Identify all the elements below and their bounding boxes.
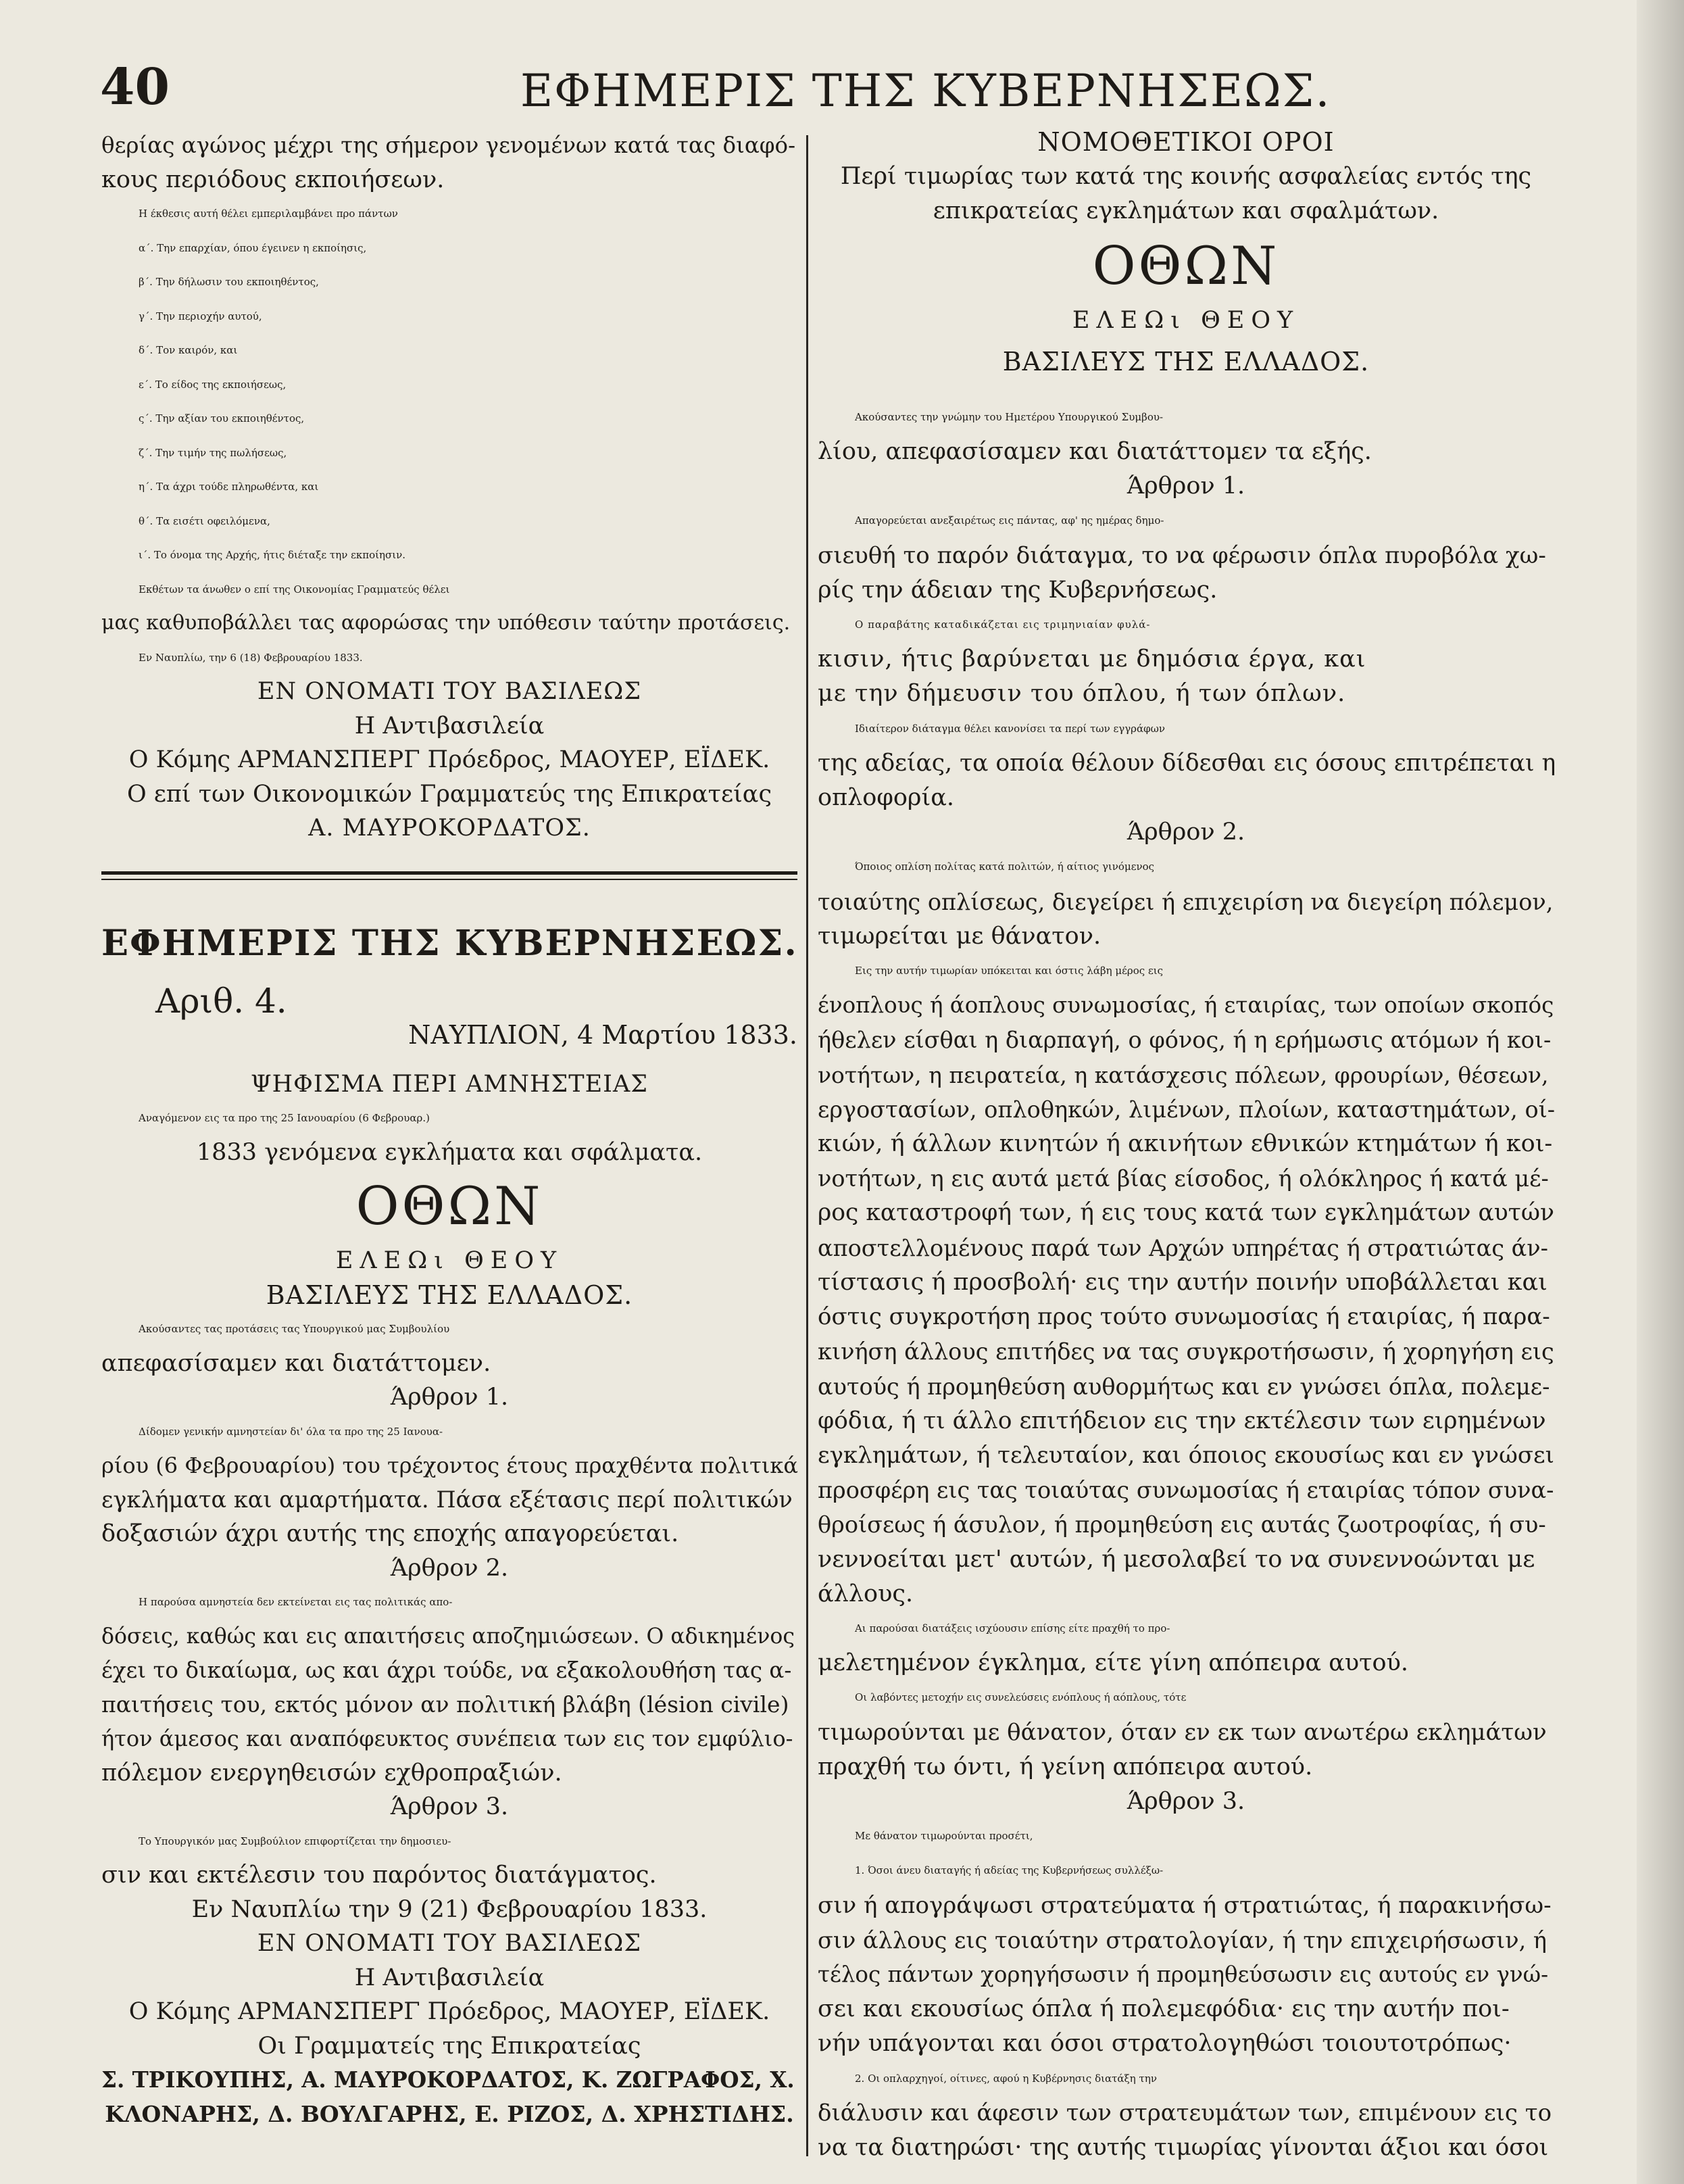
column-divider	[806, 135, 808, 2156]
text-line: τέλος πάντων χορηγήσωσιν ή προμηθεύσωσιν εις αυτούς εν γνώ-	[818, 1961, 1549, 1987]
text-line: ένοπλους ή άοπλους συνωμοσίας, ή εταιρίας, των οποίων σκοπός	[818, 992, 1554, 1019]
text-line: τοιαύτης οπλίσεως, διεγείρει ή επιχειρίση να διεγείρη πόλεμον,	[818, 888, 1554, 915]
decree-subtitle: Αναγόμενον εις τα προ της 25 Ιανουαρίου (6 Φεβρουαρ.)	[139, 1112, 430, 1124]
article-heading: Άρθρον 1.	[390, 1384, 509, 1411]
article-heading: Άρθρον 3.	[1126, 1787, 1245, 1815]
text-line: νοτήτων, η πειρατεία, η κατάσχεσις πόλεων, φρουρίων, θέσεων,	[818, 1061, 1549, 1088]
list-item: ς΄. Την αξίαν του εκποιηθέντος,	[139, 412, 305, 424]
text-line: απεφασίσαμεν και διατάττομεν.	[101, 1349, 491, 1377]
text-line: σιν άλλους εις τοιαύτην στρατολογίαν, ή την επιχειρήσωσιν, ή	[818, 1926, 1547, 1954]
text-line: εργοστασίων, οπλοθηκών, λιμένων, πλοίων, καταστημάτων, οί-	[818, 1096, 1556, 1123]
text-line: 1. Όσοι άνευ διαταγής ή αδείας της Κυβερνήσεως συλλέξω-	[855, 1864, 1164, 1877]
regency-label: Η Αντιβασιλεία	[354, 712, 545, 739]
text-line: ρίου (6 Φεβρουαρίου) του τρέχοντος έτους πραχθέντα πολιτικά	[101, 1453, 799, 1478]
text-line: σιευθή το παρόν διάταγμα, το να φέρωσιν όπλα πυροβόλα χω-	[818, 541, 1546, 569]
text-line: Εκθέτων τα άνωθεν ο επί της Οικονομίας Γραμματεύς θέλει	[139, 583, 450, 596]
page-header	[88, 53, 1453, 127]
text-line: σει και εκουσίως όπλα ή πολεμεφόδια· εις την αυτήν ποι-	[818, 1995, 1510, 2023]
list-item: ε΄. Το είδος της εκποιήσεως,	[139, 378, 287, 391]
article-heading: Άρθρον 2.	[390, 1554, 509, 1582]
text-line: Οι λαβόντες μετοχήν εις συνελεύσεις ενόπλους ή αόπλους, τότε	[855, 1691, 1187, 1704]
text-line: έχει το δικαίωμα, ως και άχρι τούδε, να εξακολουθήση τας α-	[101, 1657, 792, 1683]
issue-number: Αριθ. 4.	[155, 981, 287, 1021]
penalty-line: Ο παραβάτης καταδικάζεται εις τριμηνιαίαν φυλά-	[855, 618, 1151, 631]
text-line: παιτήσεις του, εκτός μόνον αν πολιτική βλάβη (lésion civile)	[101, 1691, 789, 1718]
text-line: μελετημένον έγκλημα, είτε γίνη απόπειρα αυτού.	[818, 1649, 1409, 1677]
text-line: θερίας αγώνος μέχρι της σήμερον γενομένων κατά τας διαφό-	[101, 132, 796, 158]
list-item: ζ΄. Την τιμήν της πωλήσεως,	[139, 446, 287, 459]
text-line: κους περιόδους εκποιήσεων.	[101, 166, 445, 193]
text-line: νοτήτων, η εις αυτά μετά βίας είσοδος, ή ολόκληρος ή κατά μέ-	[818, 1165, 1549, 1192]
masthead: ΕΦΗΜΕΡΙΣ ΤΗΣ ΚΥΒΕΡΝΗΣΕΩΣ.	[101, 922, 798, 964]
list-item: β΄. Την δήλωσιν του εκποιηθέντος,	[139, 276, 319, 288]
signers-line: Ο Κόμης ΑΡΜΑΝΣΠΕΡΓ Πρόεδρος, ΜΑΟΥΕΡ, ΕΪΔΕΚ.	[128, 1998, 770, 2025]
text-line: Δίδομεν γενικήν αμνηστείαν δι' όλα τα προ της 25 Ιανουα-	[139, 1425, 443, 1438]
text-line: μας καθυποβάλλει τας αφορώσας την υπόθεσιν ταύτην προτάσεις.	[101, 611, 791, 635]
text-line: διάλυσιν και άφεσιν των στρατευμάτων των, επιμένουν εις το	[818, 2099, 1552, 2127]
text-line: τίστασις ή προσβολή· εις την αυτήν ποινήν υποβάλλεται και	[818, 1268, 1547, 1296]
text-line: σιν ή απογράψωσι στρατεύματα ή στρατιώτας, ή παρακινήσω-	[818, 1891, 1552, 1919]
grace-of-god: ΕΛΕΩι ΘΕΟΥ	[335, 1247, 564, 1274]
regency-label: Η Αντιβασιλεία	[354, 1964, 545, 1991]
text-line: άλλους.	[818, 1580, 914, 1607]
text-line: προσφέρη εις τας τοιαύτας συνωμοσίας ή εταιρίας τόπον συνα-	[818, 1477, 1554, 1504]
text-line: εγκλημάτων, ή τελευταίον, και όποιος εκουσίως και εν γνώσει	[818, 1441, 1554, 1469]
text-line: θροίσεως ή άσυλον, ή προμηθεύση εις αυτάς ζωοτροφίας, ή συ-	[818, 1511, 1546, 1538]
grace-of-god: ΕΛΕΩι ΘΕΟΥ	[1072, 306, 1300, 334]
signers-line: Ο Κόμης ΑΡΜΑΝΣΠΕΡΓ Πρόεδρος, ΜΑΟΥΕΡ, ΕΪΔΕΚ.	[128, 746, 770, 773]
king-title: ΒΑΣΙΛΕΥΣ ΤΗΣ ΕΛΛΑΔΟΣ.	[266, 1280, 633, 1310]
text-line: ρίς την άδειαν της Κυβερνήσεως.	[818, 576, 1218, 604]
date-line: Εν Ναυπλίω την 9 (21) Φεβρουαρίου 1833.	[191, 1895, 708, 1923]
text-line: Η παρούσα αμνηστεία δεν εκτείνεται εις τας πολιτικάς απο-	[139, 1596, 453, 1608]
text-line: κιών, ή άλλων κινητών ή ακινήτων εθνικών κτημάτων ή κοι-	[818, 1130, 1553, 1158]
king-title: ΒΑΣΙΛΕΥΣ ΤΗΣ ΕΛΛΑΔΟΣ.	[1002, 346, 1370, 377]
text-line: εγκλήματα και αμαρτήματα. Πάσα εξέτασις περί πολιτικών	[101, 1486, 793, 1513]
text-line: νήν υπάγονται και όσοι στρατολογηθώσι τοιουτοτρόπως·	[818, 2030, 1512, 2058]
secretary-title: Ο επί των Οικονομικών Γραμματεύς της Επικρατείας	[126, 780, 772, 808]
text-line: Εις την αυτήν τιμωρίαν υπόκειται και όστις λάβη μέρος εις	[855, 965, 1164, 977]
text-line: ρος καταστροφή των, ή εις τους κατά των εγκλημάτων αυτών	[818, 1199, 1554, 1227]
text-line: νεννοείται μετ' αυτών, ή μεσολαβεί το να συνεννοώνται με	[818, 1545, 1535, 1573]
text-line: αυτούς ή προμηθεύση αυθορμήτως και εν γνώσει όπλα, πολεμε-	[818, 1373, 1550, 1400]
in-name-of-king: ΕΝ ΟΝΟΜΑΤΙ ΤΟΥ ΒΑΣΙΛΕΩΣ	[257, 1930, 642, 1957]
text-line: πραχθή τω όντι, ή γείνη απόπειρα αυτού.	[818, 1753, 1313, 1780]
spacer	[818, 385, 1554, 400]
running-title: ΕΦΗΜΕΡΙΣ ΤΗΣ ΚΥΒΕΡΝΗΣΕΩΣ.	[520, 65, 1331, 117]
text-line: Ακούσαντες την γνώμην του Ημετέρου Υπουργικού Συμβου-	[855, 410, 1164, 423]
text-line: Ακούσαντες τας προτάσεις τας Υπουργικού μας Συμβουλίου	[139, 1323, 450, 1335]
decree-title: ΨΗΦΙΣΜΑ ΠΕΡΙ ΑΜΝΗΣΤΕΙΑΣ	[250, 1070, 649, 1098]
text-line: πόλεμον ενεργηθεισών εχθροπραξιών.	[101, 1759, 562, 1787]
king-name: ΟΘΩΝ	[355, 1176, 543, 1237]
text-line: Όποιος οπλίση πολίτας κατά πολιτών, ή αίτιος γινόμενος	[855, 860, 1155, 873]
secretary-name: Α. ΜΑΥΡΟΚΟΡΔΑΤΟΣ.	[308, 815, 591, 842]
text-line: τιμωρείται με θάνατον.	[818, 922, 1101, 950]
text-line: φόδια, ή τι άλλο επιτήδειον εις την εκτέλεσιν των ειρημένων	[818, 1407, 1546, 1434]
list-item: θ΄. Τα εισέτι οφειλόμενα,	[139, 514, 270, 527]
secretaries-names: ΚΛΟΝΑΡΗΣ, Δ. ΒΟΥΛΓΑΡΗΣ, Ε. ΡΙΖΟΣ, Δ. ΧΡΗΣΤΙΔΗΣ.	[105, 2100, 794, 2127]
article-heading: Άρθρον 3.	[390, 1793, 509, 1820]
secretaries-title: Οι Γραμματείς της Επικρατείας	[257, 2032, 641, 2060]
spacer	[101, 1052, 797, 1067]
right-column	[818, 125, 1554, 2165]
section-rule	[101, 871, 797, 880]
page-number: 40	[100, 58, 170, 116]
text-line: δοξασιών άχρι αυτής της εποχής απαγορεύεται.	[101, 1520, 679, 1547]
list-item: δ΄. Τον καιρόν, και	[139, 344, 238, 356]
text-line: κινήση άλλους επιτήδες να τας συγκροτήσωσιν, ή χορηγήση εις	[818, 1338, 1554, 1365]
page-edge-shadow	[1637, 0, 1684, 2184]
text-line: λίου, απεφασίσαμεν και διατάττομεν τα εξής.	[818, 438, 1372, 466]
list-intro: Η έκθεσις αυτή θέλει εμπεριλαμβάνει προ πάντων	[139, 208, 398, 220]
text-line: Αι παρούσαι διατάξεις ισχύουσιν επίσης είτε πραχθή το προ-	[855, 1622, 1170, 1634]
law-subheading: Περί τιμωρίας των κατά της κοινής ασφαλείας εντός της	[840, 163, 1532, 191]
article-heading: Άρθρον 1.	[1126, 472, 1245, 500]
text-line: 2. Οι οπλαρχηγοί, οίτινες, αφού η Κυβέρνησις διατάξη την	[855, 2072, 1157, 2085]
text-line: δόσεις, καθώς και εις απαιτήσεις αποζημιώσεων. Ο αδικημένος	[101, 1624, 795, 1649]
text-line: ήθελεν είσθαι η διαρπαγή, ο φόνος, ή η ερήμωσις ατόμων ή κοι-	[818, 1027, 1552, 1054]
decree-subtitle: 1833 γενόμενα εγκλήματα και σφάλματα.	[196, 1138, 703, 1166]
penalty-line: με την δήμευσιν του όπλου, ή των όπλων.	[818, 680, 1346, 708]
in-name-of-king: ΕΝ ΟΝΟΜΑΤΙ ΤΟΥ ΒΑΣΙΛΕΩΣ	[257, 678, 642, 705]
law-heading: ΝΟΜΟΘΕΤΙΚΟΙ ΟΡΟΙ	[1037, 127, 1335, 157]
left-column	[101, 128, 797, 2131]
secretaries-names: Σ. ΤΡΙΚΟΥΠΗΣ, Α. ΜΑΥΡΟΚΟΡΔΑΤΟΣ, Κ. ΖΩΓΡΑΦΟΣ, Χ.	[101, 2066, 795, 2093]
law-subheading: επικρατείας εγκλημάτων και σφαλμάτων.	[933, 197, 1439, 225]
list-item: ι΄. Το όνομα της Αρχής, ήτις διέταξε την εκποίησιν.	[139, 549, 405, 561]
text-line: ήτον άμεσος και αναπόφευκτος συνέπεια των εις τον εμφύλιο-	[101, 1726, 793, 1751]
king-name: ΟΘΩΝ	[1092, 235, 1280, 297]
list-item: γ΄. Την περιοχήν αυτού,	[139, 310, 262, 322]
item-list	[101, 231, 797, 573]
article-heading: Άρθρον 2.	[1126, 819, 1245, 846]
text-line: Το Υπουργικόν μας Συμβούλιον επιφορτίζεται την δημοσιευ-	[139, 1835, 451, 1847]
text-line: Ιδιαίτερον διάταγμα θέλει κανονίσει τα περί των εγγράφων	[855, 722, 1165, 735]
text-line: όστις συγκροτήση προς τούτο συνωμοσίας ή εταιρίας, ή παρα-	[818, 1303, 1550, 1331]
text-line: οπλοφορία.	[818, 784, 954, 812]
text-line: Απαγορεύεται ανεξαιρέτως εις πάντας, αφ' ης ημέρας δημο-	[855, 514, 1164, 527]
list-item: η΄. Τα άχρι τούδε πληρωθέντα, και	[139, 481, 319, 493]
text-line: Με θάνατον τιμωρούνται προσέτι,	[855, 1830, 1033, 1843]
text-line: αποστελλομένους παρά των Αρχών υπηρέτας ή στρατιώτας άν-	[818, 1234, 1548, 1261]
penalty-line: κισιν, ήτις βαρύνεται με δημόσια έργα, και	[818, 646, 1366, 673]
text-line: να τα διατηρώσι· της αυτής τιμωρίας γίνονται άξιοι και όσοι	[818, 2133, 1549, 2161]
date-line: Εν Ναυπλίω, την 6 (18) Φεβρουαρίου 1833.	[139, 651, 363, 664]
text-line: της αδείας, τα οποία θέλουν δίδεσθαι εις όσους επιτρέπεται η	[818, 749, 1556, 777]
place-date: ΝΑΥΠΛΙΟΝ, 4 Μαρτίου 1833.	[408, 1020, 797, 1050]
list-item: α΄. Την επαρχίαν, όπου έγεινεν η εκποίησις,	[139, 241, 367, 254]
text-line: τιμωρούνται με θάνατον, όταν εν εκ των ανωτέρω εκλημάτων	[818, 1718, 1547, 1746]
text-line: σιν και εκτέλεσιν του παρόντος διατάγματος.	[101, 1862, 657, 1889]
